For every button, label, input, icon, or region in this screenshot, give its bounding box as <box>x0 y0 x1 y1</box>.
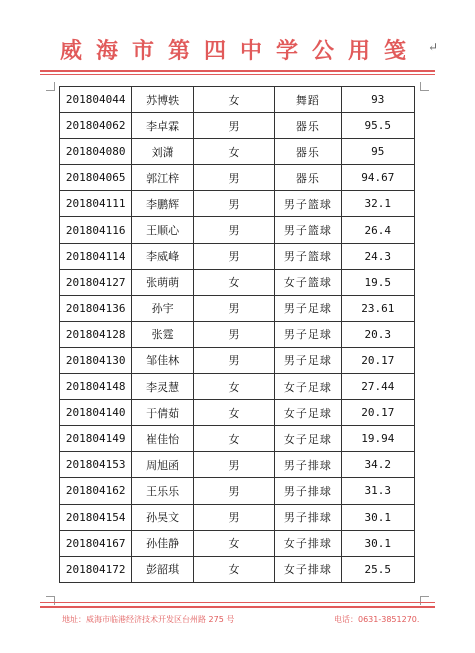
student-name-cell-text: 张霆 <box>151 328 174 342</box>
student-name-cell <box>132 556 193 582</box>
gender-cell-text: 男 <box>228 354 240 368</box>
gender-cell-text: 女 <box>228 93 240 107</box>
student-name-cell-text: 李灵慧 <box>146 380 180 394</box>
score-cell-text: 34.2 <box>364 458 392 472</box>
score-cell <box>341 374 414 400</box>
student-name-cell-text: 邹佳林 <box>146 354 180 368</box>
student-id-cell <box>60 374 132 400</box>
student-name-cell-text: 孙昊文 <box>146 511 180 525</box>
student-id-cell-text: 201804162 <box>65 484 126 498</box>
event-cell <box>275 269 341 295</box>
table-row <box>60 556 415 582</box>
score-cell <box>341 478 414 504</box>
event-cell <box>275 139 341 165</box>
student-id-cell-text: 201804148 <box>65 380 126 394</box>
crop-mark-icon <box>420 82 429 91</box>
student-name-cell-text: 苏博轶 <box>146 93 180 107</box>
student-name-cell <box>132 321 193 347</box>
student-name-cell <box>132 426 193 452</box>
student-name-cell-text: 崔佳怡 <box>146 432 180 446</box>
student-id-cell-text: 201804080 <box>65 145 126 159</box>
student-name-cell <box>132 504 193 530</box>
gender-cell <box>193 321 274 347</box>
student-id-cell <box>60 478 132 504</box>
student-id-cell <box>60 87 132 113</box>
table-row <box>60 191 415 217</box>
student-name-cell-text: 彭韶琪 <box>146 563 180 577</box>
gender-cell-text: 男 <box>228 224 240 238</box>
table-row <box>60 269 415 295</box>
event-cell <box>275 426 341 452</box>
student-id-cell-text: 201804154 <box>65 510 126 524</box>
gender-cell-text: 女 <box>228 380 240 394</box>
event-cell-text: 男子足球 <box>283 302 332 316</box>
table-row <box>60 478 415 504</box>
student-id-cell-text: 201804044 <box>65 93 126 107</box>
gender-cell-text: 女 <box>228 145 240 159</box>
event-cell-text: 男子排球 <box>283 458 332 472</box>
event-cell <box>275 87 341 113</box>
gender-cell <box>193 139 274 165</box>
event-cell <box>275 400 341 426</box>
gender-cell <box>193 347 274 373</box>
student-id-cell <box>60 139 132 165</box>
student-id-cell-text: 201804062 <box>65 119 126 133</box>
score-cell-text: 30.1 <box>364 536 392 550</box>
student-id-cell <box>60 530 132 556</box>
event-cell-text: 女子篮球 <box>283 276 332 290</box>
student-id-cell-text: 201804127 <box>65 275 126 289</box>
table-row <box>60 113 415 139</box>
gender-cell <box>193 556 274 582</box>
student-id-cell <box>60 243 132 269</box>
score-cell-text: 95 <box>371 145 385 159</box>
student-name-cell-text: 周旭函 <box>146 458 180 472</box>
paragraph-mark: ↵ <box>428 40 439 54</box>
gender-cell-text: 女 <box>228 276 240 290</box>
event-cell-text: 男子篮球 <box>283 224 332 238</box>
student-id-cell-text: 201804114 <box>65 249 126 263</box>
gender-cell <box>193 478 274 504</box>
student-id-cell <box>60 217 132 243</box>
event-cell <box>275 347 341 373</box>
score-cell-text: 20.17 <box>361 353 395 367</box>
score-cell-text: 25.5 <box>364 562 392 576</box>
student-id-cell <box>60 504 132 530</box>
student-name-cell-text: 于倩茹 <box>146 406 180 420</box>
student-name-cell <box>132 400 193 426</box>
score-cell <box>341 426 414 452</box>
event-cell <box>275 295 341 321</box>
event-cell <box>275 504 341 530</box>
event-cell-text: 舞蹈 <box>295 93 320 107</box>
footer-address: 地址：威海市临港经济技术开发区台州路 275 号 <box>62 615 235 624</box>
gender-cell <box>193 426 274 452</box>
student-name-cell-text: 刘潇 <box>151 145 174 159</box>
event-cell <box>275 243 341 269</box>
table-row <box>60 400 415 426</box>
letterhead-title: 威海市第四中学公用笺 <box>60 38 421 64</box>
gender-cell <box>193 400 274 426</box>
gender-cell-text: 女 <box>228 432 240 446</box>
student-id-cell-text: 201804130 <box>65 353 126 367</box>
table-row <box>60 504 415 530</box>
score-cell-text: 31.3 <box>364 484 392 498</box>
score-cell-text: 30.1 <box>364 510 392 524</box>
event-cell-text: 器乐 <box>295 171 320 185</box>
event-cell-text: 男子足球 <box>283 328 332 342</box>
event-cell <box>275 556 341 582</box>
student-id-cell-text: 201804140 <box>65 406 126 420</box>
gender-cell <box>193 452 274 478</box>
footer-phone: 电话：0631-3851270. <box>334 615 420 624</box>
table-row <box>60 87 415 113</box>
student-id-cell-text: 201804153 <box>65 458 126 472</box>
header-rule <box>40 70 435 72</box>
student-name-cell <box>132 269 193 295</box>
score-cell <box>341 165 414 191</box>
student-name-cell <box>132 217 193 243</box>
gender-cell <box>193 374 274 400</box>
student-roster-table <box>59 86 415 583</box>
table-row <box>60 374 415 400</box>
student-id-cell-text: 201804172 <box>65 562 126 576</box>
score-cell <box>341 347 414 373</box>
student-id-cell <box>60 426 132 452</box>
student-id-cell <box>60 113 132 139</box>
gender-cell-text: 男 <box>228 250 240 264</box>
table-row <box>60 165 415 191</box>
table-row <box>60 452 415 478</box>
student-name-cell <box>132 530 193 556</box>
student-id-cell-text: 201804065 <box>65 171 126 185</box>
crop-mark-icon <box>420 596 429 605</box>
gender-cell-text: 男 <box>228 484 240 498</box>
event-cell-text: 女子排球 <box>283 563 332 577</box>
event-cell-text: 男子足球 <box>283 354 332 368</box>
event-cell-text: 器乐 <box>295 145 320 159</box>
score-cell <box>341 243 414 269</box>
student-name-cell <box>132 374 193 400</box>
score-cell <box>341 269 414 295</box>
student-id-cell-text: 201804136 <box>65 301 126 315</box>
student-name-cell-text: 李鹏辉 <box>146 197 180 211</box>
event-cell <box>275 321 341 347</box>
gender-cell <box>193 530 274 556</box>
event-cell-text: 男子排球 <box>283 511 332 525</box>
student-name-cell-text: 孙佳静 <box>146 537 180 551</box>
score-cell-text: 95.5 <box>364 119 392 133</box>
event-cell-text: 男子篮球 <box>283 197 332 211</box>
student-name-cell <box>132 191 193 217</box>
gender-cell-text: 男 <box>228 197 240 211</box>
gender-cell <box>193 191 274 217</box>
score-cell <box>341 87 414 113</box>
student-id-cell <box>60 452 132 478</box>
footer-rule <box>40 606 435 608</box>
score-cell <box>341 556 414 582</box>
gender-cell <box>193 113 274 139</box>
student-id-cell <box>60 269 132 295</box>
score-cell <box>341 504 414 530</box>
score-cell-text: 26.4 <box>364 223 392 237</box>
student-name-cell-text: 李卓霖 <box>146 119 180 133</box>
gender-cell-text: 男 <box>228 171 240 185</box>
gender-cell-text: 女 <box>228 406 240 420</box>
score-cell <box>341 113 414 139</box>
gender-cell-text: 女 <box>228 537 240 551</box>
event-cell-text: 器乐 <box>295 119 320 133</box>
event-cell <box>275 191 341 217</box>
student-name-cell <box>132 452 193 478</box>
table-row <box>60 139 415 165</box>
student-id-cell-text: 201804149 <box>65 432 126 446</box>
event-cell <box>275 113 341 139</box>
table-row <box>60 295 415 321</box>
score-cell-text: 93 <box>371 93 385 107</box>
student-name-cell-text: 王顺心 <box>146 224 180 238</box>
score-cell <box>341 295 414 321</box>
event-cell <box>275 452 341 478</box>
score-cell-text: 20.17 <box>361 406 395 420</box>
event-cell <box>275 374 341 400</box>
student-id-cell <box>60 556 132 582</box>
footer-rule-thin <box>40 602 435 603</box>
student-name-cell <box>132 165 193 191</box>
score-cell-text: 19.5 <box>364 275 392 289</box>
table-row <box>60 347 415 373</box>
event-cell <box>275 165 341 191</box>
student-id-cell-text: 201804116 <box>65 223 126 237</box>
score-cell-text: 94.67 <box>361 171 395 185</box>
student-id-cell-text: 201804128 <box>65 327 126 341</box>
student-name-cell-text: 李威峰 <box>146 250 180 264</box>
student-name-cell-text: 王乐乐 <box>146 484 180 498</box>
gender-cell <box>193 269 274 295</box>
table-row <box>60 321 415 347</box>
student-name-cell <box>132 139 193 165</box>
student-id-cell <box>60 347 132 373</box>
score-cell-text: 32.1 <box>364 197 392 211</box>
crop-mark-icon <box>46 596 55 605</box>
gender-cell-text: 女 <box>228 563 240 577</box>
gender-cell-text: 男 <box>228 511 240 525</box>
event-cell-text: 女子足球 <box>283 406 332 420</box>
score-cell <box>341 400 414 426</box>
header-rule-thin <box>40 74 435 75</box>
event-cell-text: 女子排球 <box>283 537 332 551</box>
gender-cell-text: 男 <box>228 119 240 133</box>
student-id-cell <box>60 295 132 321</box>
student-name-cell-text: 张萌萌 <box>146 276 180 290</box>
gender-cell <box>193 217 274 243</box>
event-cell-text: 女子足球 <box>283 380 332 394</box>
event-cell-text: 男子排球 <box>283 484 332 498</box>
score-cell <box>341 452 414 478</box>
gender-cell-text: 男 <box>228 458 240 472</box>
student-name-cell <box>132 295 193 321</box>
gender-cell <box>193 504 274 530</box>
student-name-cell <box>132 243 193 269</box>
score-cell <box>341 217 414 243</box>
crop-mark-icon <box>46 82 55 91</box>
student-name-cell <box>132 113 193 139</box>
gender-cell <box>193 243 274 269</box>
student-id-cell-text: 201804111 <box>65 197 126 211</box>
score-cell-text: 23.61 <box>361 301 395 315</box>
student-name-cell-text: 郭江梓 <box>146 171 180 185</box>
gender-cell <box>193 165 274 191</box>
event-cell-text: 女子足球 <box>283 432 332 446</box>
score-cell-text: 24.3 <box>364 249 392 263</box>
score-cell <box>341 530 414 556</box>
student-id-cell <box>60 321 132 347</box>
event-cell-text: 男子篮球 <box>283 250 332 264</box>
gender-cell-text: 男 <box>228 328 240 342</box>
student-name-cell <box>132 87 193 113</box>
student-id-cell <box>60 400 132 426</box>
roster-body <box>60 87 415 583</box>
event-cell <box>275 530 341 556</box>
student-name-cell-text: 孙宇 <box>151 302 174 316</box>
score-cell-text: 27.44 <box>361 380 395 394</box>
student-name-cell <box>132 478 193 504</box>
student-id-cell <box>60 191 132 217</box>
score-cell <box>341 321 414 347</box>
gender-cell <box>193 87 274 113</box>
gender-cell <box>193 295 274 321</box>
table-row <box>60 217 415 243</box>
score-cell-text: 19.94 <box>361 432 395 446</box>
event-cell <box>275 478 341 504</box>
student-id-cell-text: 201804167 <box>65 536 126 550</box>
gender-cell-text: 男 <box>228 302 240 316</box>
score-cell-text: 20.3 <box>364 327 392 341</box>
table-row <box>60 530 415 556</box>
student-id-cell <box>60 165 132 191</box>
score-cell <box>341 191 414 217</box>
table-row <box>60 243 415 269</box>
score-cell <box>341 139 414 165</box>
event-cell <box>275 217 341 243</box>
student-name-cell <box>132 347 193 373</box>
table-row <box>60 426 415 452</box>
